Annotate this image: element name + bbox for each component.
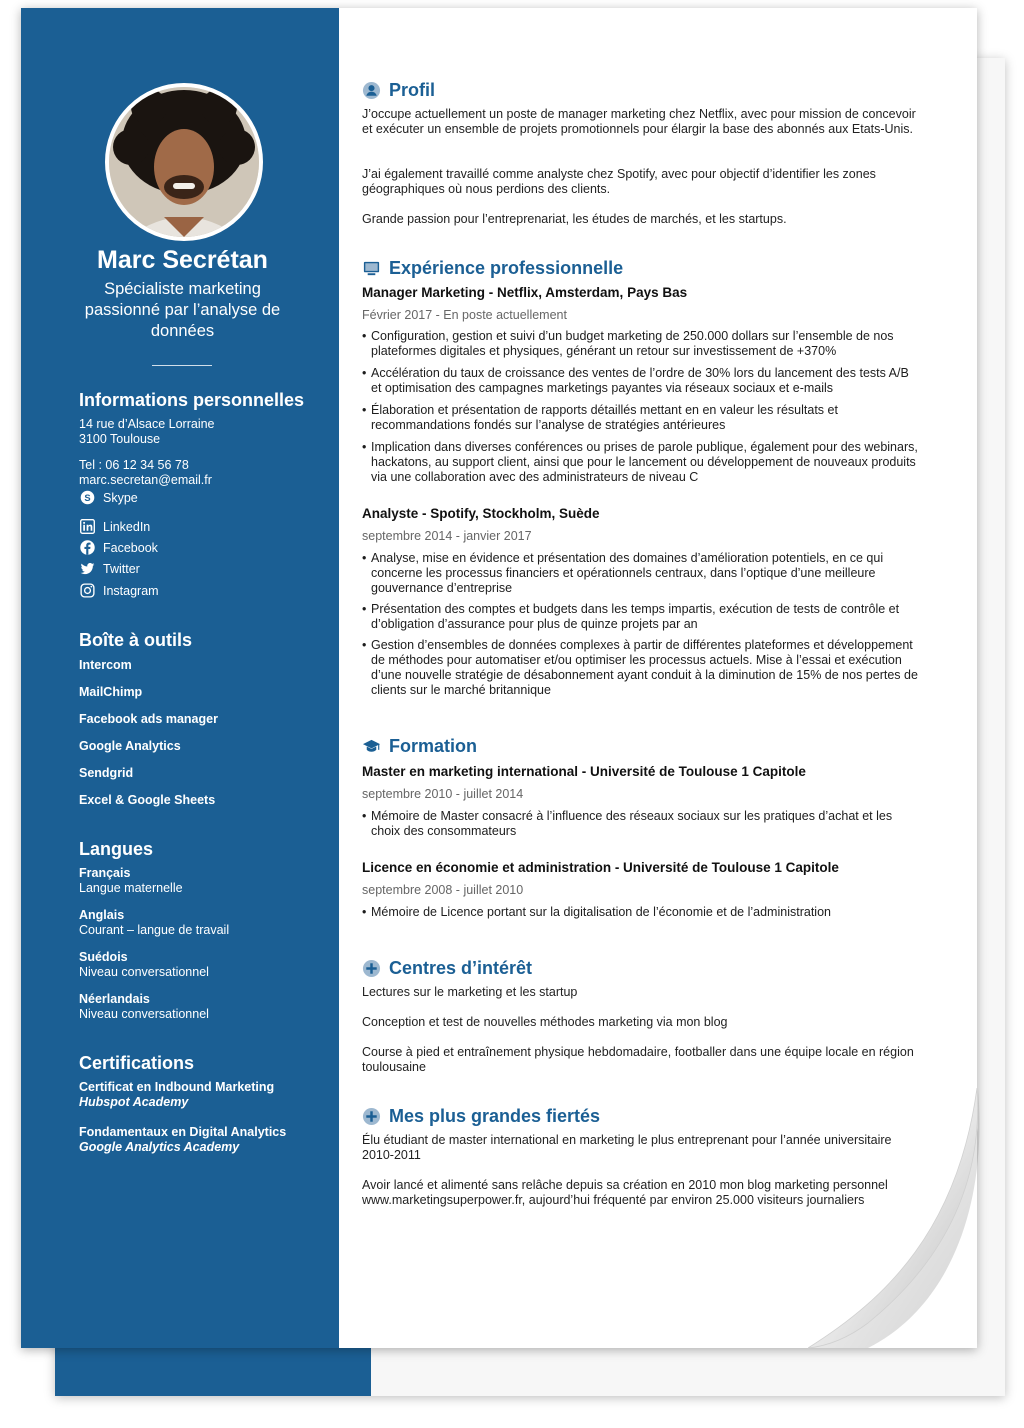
interest-item: Conception et test de nouvelles méthodes marketing via mon blog (362, 1015, 728, 1029)
achievements-section-title (362, 1106, 600, 1127)
achievement-item: Avoir lancé et alimenté sans relâche depuis sa création en 2010 mon blog marketing personnel www.marketingsuperpower.fr, aujourd’hui fréquenté par environ 25.000 visiteurs journaliers (362, 1178, 888, 1207)
experience-section-title (362, 258, 623, 279)
job-date: septembre 2014 - janvier 2017 (362, 529, 532, 543)
twitter-link[interactable] (79, 560, 140, 577)
language-level: Niveau conversationnel (79, 965, 209, 979)
skype-label: Skype (103, 490, 138, 505)
profil-paragraph: J’occupe actuellement un poste de manager marketing chez Netflix, avec pour mission de concevoir et exécuter un ensemble de projets promotionnels pour élargir la base des abonnés aux Etats-Unis. (362, 107, 916, 136)
plus-circle-icon (362, 959, 381, 978)
degree-bullet: • Mémoire de Licence portant sur la digitalisation de l’économie et de l’administration (362, 905, 922, 920)
degree-title: Master en marketing international - Université de Toulouse 1 Capitole (362, 764, 806, 779)
twitter-icon (79, 560, 96, 577)
computer-icon (362, 259, 381, 278)
language-level: Langue maternelle (79, 881, 183, 895)
user-icon (362, 81, 381, 100)
formation-section-title (362, 736, 477, 757)
plus-circle-icon (362, 1107, 381, 1126)
job-date: Février 2017 - En poste actuellement (362, 308, 567, 322)
candidate-headline: Spécialiste marketing passionné par l’analyse de données (84, 280, 281, 340)
tool-item: MailChimp (79, 685, 143, 699)
interests-section-title (362, 958, 532, 979)
formation-title-text: Formation (389, 736, 477, 756)
language-name: Suédois (79, 950, 128, 964)
tool-item: Excel & Google Sheets (79, 793, 216, 807)
skype-link[interactable] (79, 489, 138, 506)
job-bullet: • Analyse, mise en évidence et présentation des domaines d’amélioration potentiels, en ce qui concerne les processus financiers et opérationnels centraux, dans l’optique d’une meilleure gouvernance d’entreprise (362, 551, 922, 596)
graduation-cap-icon (362, 737, 381, 756)
tool-item: Google Analytics (79, 739, 181, 753)
degree-date: septembre 2008 - juillet 2010 (362, 883, 524, 897)
job-bullet: • Configuration, gestion et suivi d’un budget marketing de 250.000 dollars sur l’ensemble de nos plateformes digitales et physiques, générant un retour sur investissement de +370% (362, 329, 922, 359)
certification-name: Fondamentaux en Digital Analytics (79, 1125, 287, 1139)
certification-name: Certificat en Indbound Marketing (79, 1080, 275, 1094)
language-level: Niveau conversationnel (79, 1007, 209, 1021)
instagram-icon (79, 582, 96, 599)
phone: Tel : 06 12 34 56 78 (79, 458, 189, 472)
candidate-name: Marc Secrétan (97, 246, 268, 274)
profil-section-title (362, 80, 435, 101)
address-line: 14 rue d’Alsace Lorraine (79, 417, 215, 431)
language-level: Courant – langue de travail (79, 923, 230, 937)
degree-date: septembre 2010 - juillet 2014 (362, 787, 524, 801)
facebook-link[interactable] (79, 539, 158, 556)
tool-item: Sendgrid (79, 766, 134, 780)
achievements-title-text: Mes plus grandes fiertés (389, 1106, 601, 1126)
address-line: 3100 Toulouse (79, 432, 161, 446)
achievement-item: Élu étudiant de master international en marketing le plus entreprenant pour l’année universitaire 2010-2011 (362, 1133, 892, 1162)
svg-text:S: S (84, 492, 91, 503)
certification-issuer: Hubspot Academy (79, 1095, 189, 1109)
twitter-label: Twitter (103, 561, 140, 576)
language-name: Anglais (79, 908, 125, 922)
interests-title-text: Centres d’intérêt (389, 958, 533, 978)
interest-item: Lectures sur le marketing et les startup (362, 985, 578, 999)
linkedin-link[interactable] (79, 518, 150, 535)
language-name: Néerlandais (79, 992, 150, 1006)
facebook-label: Facebook (103, 540, 158, 555)
degree-bullet: • Mémoire de Master consacré à l’influence des réseaux sociaux sur les pratiques d’achat et les choix des consommateurs (362, 809, 922, 839)
linkedin-label: LinkedIn (103, 519, 151, 534)
email: marc.secretan@email.fr (79, 473, 212, 487)
certification-issuer: Google Analytics Academy (79, 1140, 240, 1154)
profil-paragraph: J’ai également travaillé comme analyste chez Spotify, avec pour objectif d’identifier les zones géographiques où nous perdions des clients. (362, 167, 876, 196)
tool-item: Intercom (79, 658, 132, 672)
divider (152, 365, 212, 366)
degree-title: Licence en économie et administration - Université de Toulouse 1 Capitole (362, 860, 839, 875)
instagram-link[interactable] (79, 582, 159, 599)
job-title: Analyste - Spotify, Stockholm, Suède (362, 506, 600, 521)
certifications-title: Certifications (79, 1053, 195, 1073)
interest-item: Course à pied et entraînement physique hebdomadaire, footballer dans une équipe locale en région toulousaine (362, 1045, 914, 1074)
tools-title: Boîte à outils (79, 630, 193, 650)
personal-info-title: Informations personnelles (79, 390, 305, 410)
job-bullet: • Gestion d’ensembles de données complexes à partir de différentes plateformes et développement de méthodes pour automatiser et/ou optimiser les processus actuels. Mise à l’essai et exécution d’une nouvelle stratégie de désabonnement ayant conduit à la diminution de 15% de nos pertes de clients sur le marché britannique (362, 638, 922, 698)
language-name: Français (79, 866, 131, 880)
sidebar (21, 8, 339, 1348)
facebook-icon (79, 539, 96, 556)
tool-item: Facebook ads manager (79, 712, 218, 726)
skype-icon (79, 489, 96, 506)
job-bullet: • Implication dans diverses conférences ou prises de parole publique, également pour des webinars, hackatons, au support client, ainsi que pour le lancement ou développement de nouveaux produits via une collaboration avec des administrateurs de niveau C (362, 440, 922, 485)
job-bullet: • Accélération du taux de croissance des ventes de l’ordre de 30% lors du lancement des tests A/B et optimisation des campagnes marketings payantes via réseaux sociaux et e-mails (362, 366, 922, 396)
languages-title: Langues (79, 839, 154, 859)
job-title: Manager Marketing - Netflix, Amsterdam, Pays Bas (362, 285, 688, 300)
page-curl (808, 1088, 1008, 1368)
experience-title-text: Expérience professionnelle (389, 258, 624, 278)
avatar (105, 83, 263, 241)
profil-title-text: Profil (389, 80, 436, 100)
instagram-label: Instagram (103, 583, 159, 598)
profil-paragraph: Grande passion pour l’entreprenariat, les études de marchés, et les startups. (362, 212, 787, 226)
linkedin-icon (79, 518, 96, 535)
job-bullet: • Présentation des comptes et budgets dans les temps impartis, exécution de tests de contrôle et d’obligation d’assurance pour plus de quinze projets par an (362, 602, 922, 632)
job-bullet: • Élaboration et présentation de rapports détaillés mettant en en valeur les résultats et recommandations fondés sur l’analyse de stratégies antérieures (362, 403, 922, 433)
